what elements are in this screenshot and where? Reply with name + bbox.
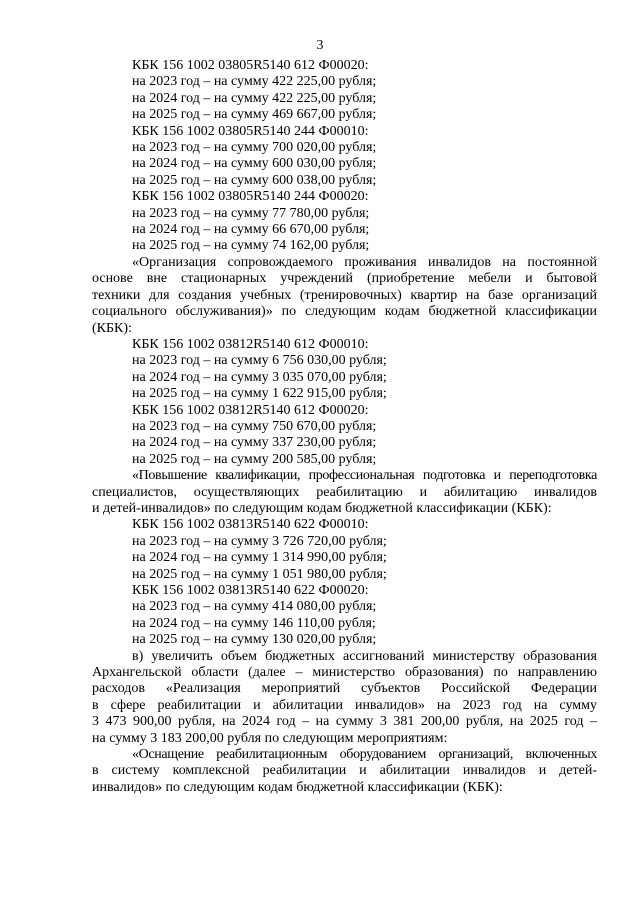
text-line: (КБК): bbox=[92, 320, 132, 336]
text-line: КБК 156 1002 03812R5140 612 Ф00020: bbox=[132, 402, 369, 418]
text-line: КБК 156 1002 03805R5140 244 Ф00010: bbox=[132, 123, 369, 139]
text-line: КБК 156 1002 03813R5140 622 Ф00020: bbox=[132, 583, 369, 598]
text-line: на 2023 год – на сумму 3 726 720,00 рубля; bbox=[132, 533, 387, 549]
text-line: 3 473 900,00 рубля, на 2024 год – на сумму 3 381 200,00 рубля, на 2025 год – bbox=[92, 714, 597, 730]
text-line: и детей-инвалидов» по следующим кодам бюджетной классификации (КБК): bbox=[92, 500, 552, 516]
text-line: социального обслуживания)» по следующим кодам бюджетной классификации bbox=[92, 304, 597, 320]
text-line: на 2023 год – на сумму 700 020,00 рубля; bbox=[132, 140, 377, 156]
text-line: на 2024 год – на сумму 3 035 070,00 рубля; bbox=[132, 369, 387, 385]
text-line: «Организация сопровождаемого проживания инвалидов на постоянной bbox=[132, 254, 597, 270]
text-line: на 2023 год – на сумму 6 756 030,00 рубля; bbox=[132, 353, 387, 369]
text-line: на 2025 год – на сумму 74 162,00 рубля; bbox=[132, 238, 370, 254]
text-line: КБК 156 1002 03805R5140 612 Ф00020: bbox=[132, 58, 369, 73]
text-line: на 2023 год – на сумму 422 225,00 рубля; bbox=[132, 74, 377, 90]
text-line: Архангельской области (далее – министерство образования) по направлению bbox=[92, 665, 597, 681]
text-line: на 2023 год – на сумму 414 080,00 рубля; bbox=[132, 599, 377, 615]
text-line: «Повышение квалификации, профессиональная подготовка и переподготовка bbox=[132, 468, 597, 484]
text-line: расходов «Реализация мероприятий субъектов Российской Федерации bbox=[92, 681, 597, 697]
text-line: на 2025 год – на сумму 130 020,00 рубля; bbox=[132, 632, 377, 648]
text-line: на 2025 год – на сумму 1 622 915,00 рубля; bbox=[132, 386, 387, 402]
text-line: на 2025 год – на сумму 200 585,00 рубля; bbox=[132, 451, 377, 467]
text-line: на 2024 год – на сумму 600 030,00 рубля; bbox=[132, 156, 377, 172]
text-line: КБК 156 1002 03812R5140 612 Ф00010: bbox=[132, 336, 369, 352]
text-line: на 2023 год – на сумму 750 670,00 рубля; bbox=[132, 418, 377, 434]
text-line: на 2025 год – на сумму 1 051 980,00 рубля; bbox=[132, 566, 387, 582]
text-line: на 2025 год – на сумму 600 038,00 рубля; bbox=[132, 172, 377, 188]
text-line: КБК 156 1002 03813R5140 622 Ф00010: bbox=[132, 517, 369, 533]
document-body bbox=[92, 58, 597, 796]
text-line: на сумму 3 183 200,00 рубля по следующим мероприятиям: bbox=[92, 730, 448, 746]
text-line: на 2024 год – на сумму 422 225,00 рубля; bbox=[132, 90, 377, 106]
text-line: специалистов, осуществляющих реабилитацию и абилитацию инвалидов bbox=[92, 484, 597, 500]
text-line: инвалидов» по следующим кодам бюджетной классификации (КБК): bbox=[92, 779, 503, 795]
text-line: на 2025 год – на сумму 469 667,00 рубля; bbox=[132, 107, 377, 123]
text-line: техники для создания учебных (тренировочных) квартир на базе организаций bbox=[92, 287, 597, 303]
page-number: 3 bbox=[316, 38, 324, 53]
text-line: в) увеличить объем бюджетных ассигнований министерству образования bbox=[132, 648, 597, 664]
text-line: на 2024 год – на сумму 1 314 990,00 рубля; bbox=[132, 550, 387, 566]
text-line: на 2024 год – на сумму 66 670,00 рубля; bbox=[132, 222, 370, 238]
text-line: в систему комплексной реабилитации и абилитации инвалидов и детей- bbox=[92, 763, 597, 779]
text-line: основе вне стационарных учреждений (приобретение мебели и бытовой bbox=[92, 271, 597, 287]
text-line: КБК 156 1002 03805R5140 244 Ф00020: bbox=[132, 189, 369, 205]
text-line: в сфере реабилитации и абилитации инвалидов» на 2023 год на сумму bbox=[92, 697, 597, 713]
text-line: на 2024 год – на сумму 146 110,00 рубля; bbox=[132, 615, 376, 631]
text-line: на 2023 год – на сумму 77 780,00 рубля; bbox=[132, 205, 370, 221]
text-line: «Оснащение реабилитационным оборудованием организаций, включенных bbox=[132, 747, 597, 763]
text-line: на 2024 год – на сумму 337 230,00 рубля; bbox=[132, 435, 377, 451]
